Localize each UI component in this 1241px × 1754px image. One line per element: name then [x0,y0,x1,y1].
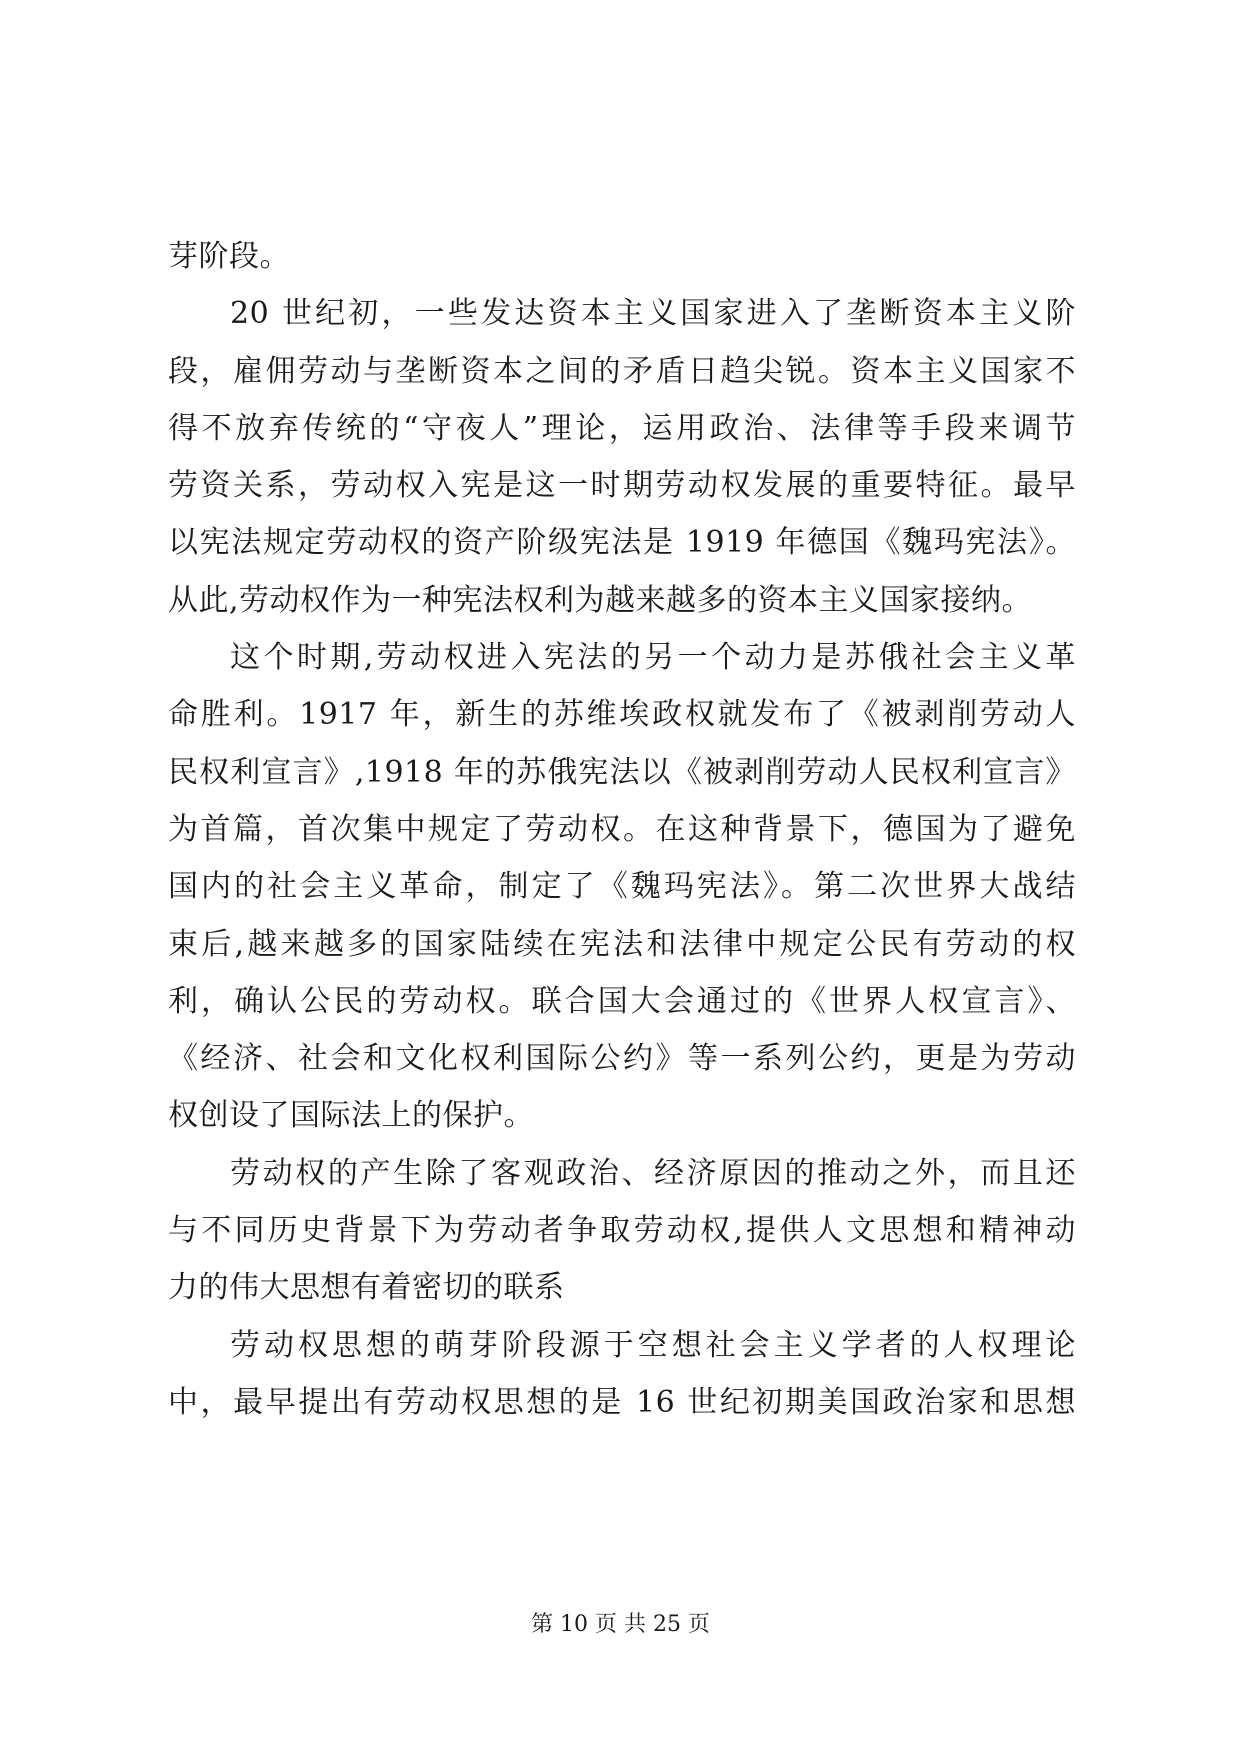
text-line: 民权利宣言》,1918 年的苏俄宪法以《被剥削劳动人民权利宣言》 [168,754,1076,790]
text-line: 中，最早提出有劳动权思想的是 16 世纪初期美国政治家和思想 [168,1384,1076,1420]
text-line: 力的伟大思想有着密切的联系 [168,1270,565,1306]
text-line: 段，雇佣劳动与垄断资本之间的矛盾日趋尖锐。资本主义国家不 [168,353,1076,389]
text-line: 命胜利。1917 年，新生的苏维埃政权就发布了《被剥削劳动人 [168,697,1076,733]
text-line: 束后,越来越多的国家陆续在宪法和法律中规定公民有劳动的权 [168,926,1076,962]
text-line: 劳动权思想的萌芽阶段源于空想社会主义学者的人权理论 [230,1327,1076,1363]
text-line: 得不放弃传统的“守夜人”理论，运用政治、法律等手段来调节 [168,410,1076,446]
text-line: 芽阶段。 [168,239,290,274]
text-line: 20 世纪初，一些发达资本主义国家进入了垄断资本主义阶 [230,296,1076,332]
page-footer: 第 10 页 共 25 页 [531,1612,710,1637]
text-line: 从此,劳动权作为一种宪法权利为越来越多的资本主义国家接纳。 [168,582,1033,618]
text-line: 劳资关系，劳动权入宪是这一时期劳动权发展的重要特征。最早 [168,468,1076,504]
text-line: 国内的社会主义革命，制定了《魏玛宪法》。第二次世界大战结 [168,869,1076,905]
text-line: 权创设了国际法上的保护。 [168,1098,534,1134]
text-line: 与不同历史背景下为劳动者争取劳动权,提供人文思想和精神动 [168,1213,1076,1249]
body-text [168,228,1076,1431]
text-line: 这个时期,劳动权进入宪法的另一个动力是苏俄社会主义革 [230,640,1076,676]
text-line: 劳动权的产生除了客观政治、经济原因的推动之外，而且还 [230,1155,1076,1191]
text-line: 利，确认公民的劳动权。联合国大会通过的《世界人权宣言》、 [168,983,1076,1019]
text-line: 《经济、社会和文化权利国际公约》等一系列公约，更是为劳动 [168,1041,1076,1077]
text-line: 以宪法规定劳动权的资产阶级宪法是 1919 年德国《魏玛宪法》。 [168,525,1076,561]
text-line: 为首篇，首次集中规定了劳动权。在这种背景下，德国为了避免 [168,811,1076,847]
